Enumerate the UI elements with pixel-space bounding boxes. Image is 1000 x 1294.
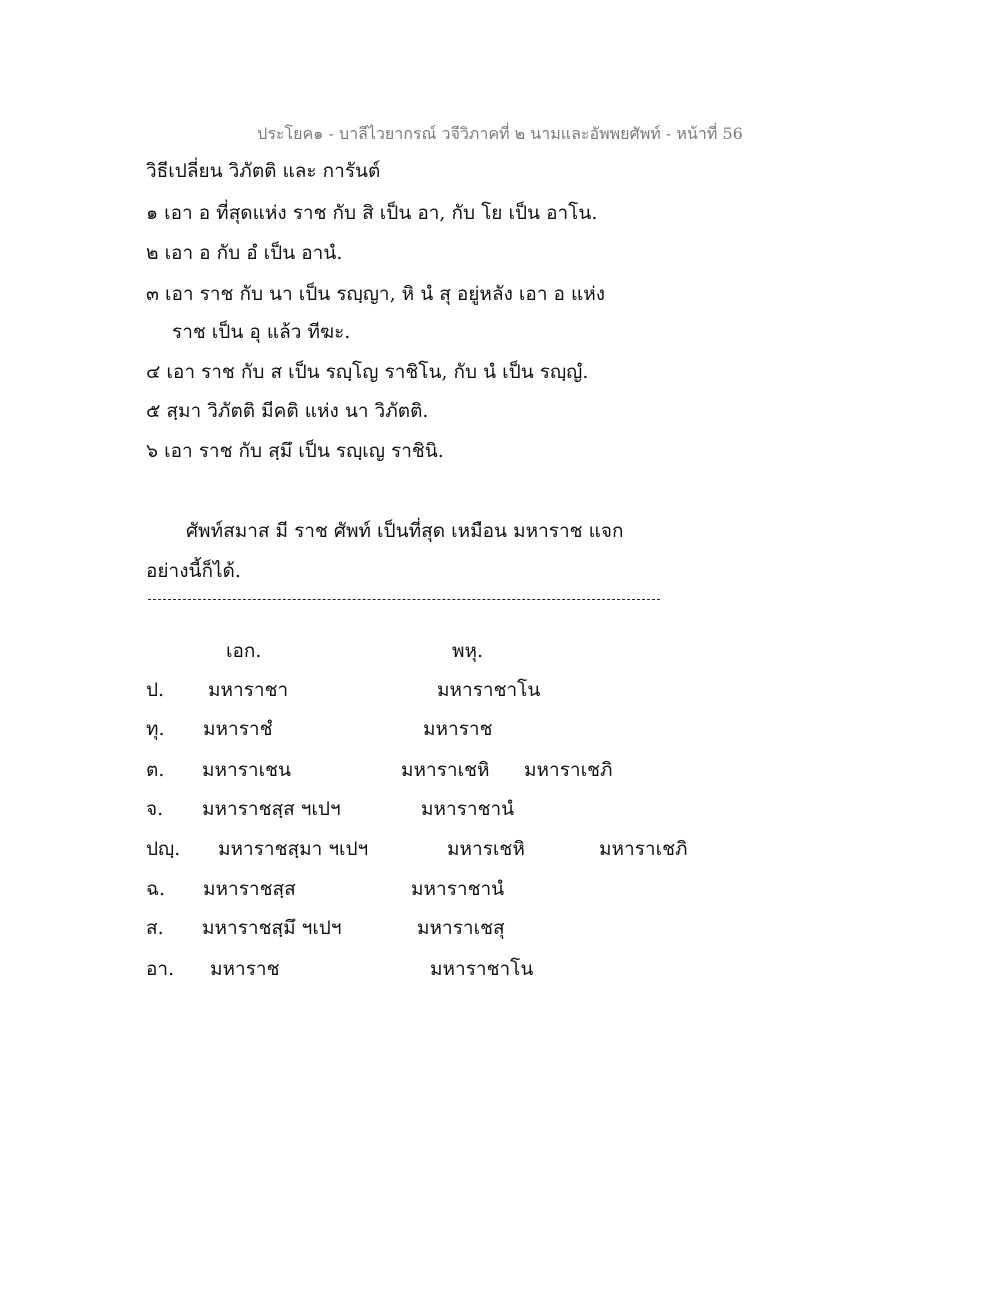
rule-line: ๖ เอา ราช กับ สฺมึ เป็น รญฺเญ ราชินิ.: [146, 440, 444, 462]
case-label: อา.: [146, 958, 175, 980]
plural-form: มหาราชานํ: [411, 878, 505, 900]
page-header: ประโยค๑ - บาลีไวยากรณ์ วจีวิภาคที่ ๒ นามและอัพพยศัพท์ - หน้าที่ 56: [257, 124, 743, 143]
singular-form: มหาราเชน: [202, 759, 291, 781]
rule-line: ๒ เอา อ กับ อํ เป็น อานํ.: [146, 242, 343, 264]
case-label: ส.: [146, 917, 164, 939]
singular-form: มหาราชสฺมา ฯเปฯ: [218, 838, 369, 860]
plural-form: มหาราช: [423, 718, 493, 740]
rule-line-continuation: ราช เป็น อุ แล้ว ทีฆะ.: [172, 321, 351, 343]
rule-line: ๓ เอา ราช กับ นา เป็น รญฺญา, หิ นํ สุ อยู่หลัง เอา อ แห่ง: [146, 283, 606, 305]
note-paragraph-line: ศัพท์สมาส มี ราช ศัพท์ เป็นที่สุด เหมือน มหาราช แจก: [186, 520, 624, 542]
singular-form: มหาราชสฺส: [203, 878, 296, 900]
plural-form: มหาราชาโน: [430, 958, 534, 980]
case-label: ป.: [146, 679, 165, 701]
plural-form: มหาราชานํ: [421, 798, 515, 820]
rule-line: ๕ สฺมา วิภัตติ มีคติ แห่ง นา วิภัตติ.: [146, 400, 429, 422]
singular-form: มหาราชํ: [203, 718, 273, 740]
singular-form: มหาราชสฺส ฯเปฯ: [202, 798, 341, 820]
singular-form: มหาราช: [210, 958, 280, 980]
plural-form: มหาราเชสุ: [417, 917, 505, 939]
case-label: ปญฺ.: [146, 838, 181, 860]
case-label: จ.: [146, 798, 164, 820]
case-label: ฉ.: [146, 878, 165, 900]
singular-form: มหาราชสฺมึ ฯเปฯ: [202, 917, 342, 939]
dashed-divider: [148, 599, 660, 600]
column-header-singular: เอก.: [226, 640, 262, 662]
section-title: วิธีเปลี่ยน วิภัตติ และ การันต์: [146, 160, 381, 182]
note-paragraph-line: อย่างนี้ก็ได้.: [146, 560, 241, 582]
plural-form: มหาราชาโน: [437, 679, 541, 701]
plural-form: มหารเชหิ: [447, 838, 525, 860]
column-header-plural: พหุ.: [452, 640, 484, 662]
rule-line: ๑ เอา อ ที่สุดแห่ง ราช กับ สิ เป็น อา, กับ โย เป็น อาโน.: [146, 202, 598, 224]
plural-form-alt: มหาราเชภิ: [524, 759, 613, 781]
case-label: ทุ.: [146, 718, 165, 740]
case-label: ต.: [146, 759, 165, 781]
plural-form: มหาราเชหิ: [401, 759, 490, 781]
plural-form-alt: มหาราเชภิ: [599, 838, 688, 860]
rule-line: ๔ เอา ราช กับ ส เป็น รญฺโญ ราชิโน, กับ นํ เป็น รญฺญํ.: [146, 361, 589, 383]
singular-form: มหาราชา: [208, 679, 289, 701]
